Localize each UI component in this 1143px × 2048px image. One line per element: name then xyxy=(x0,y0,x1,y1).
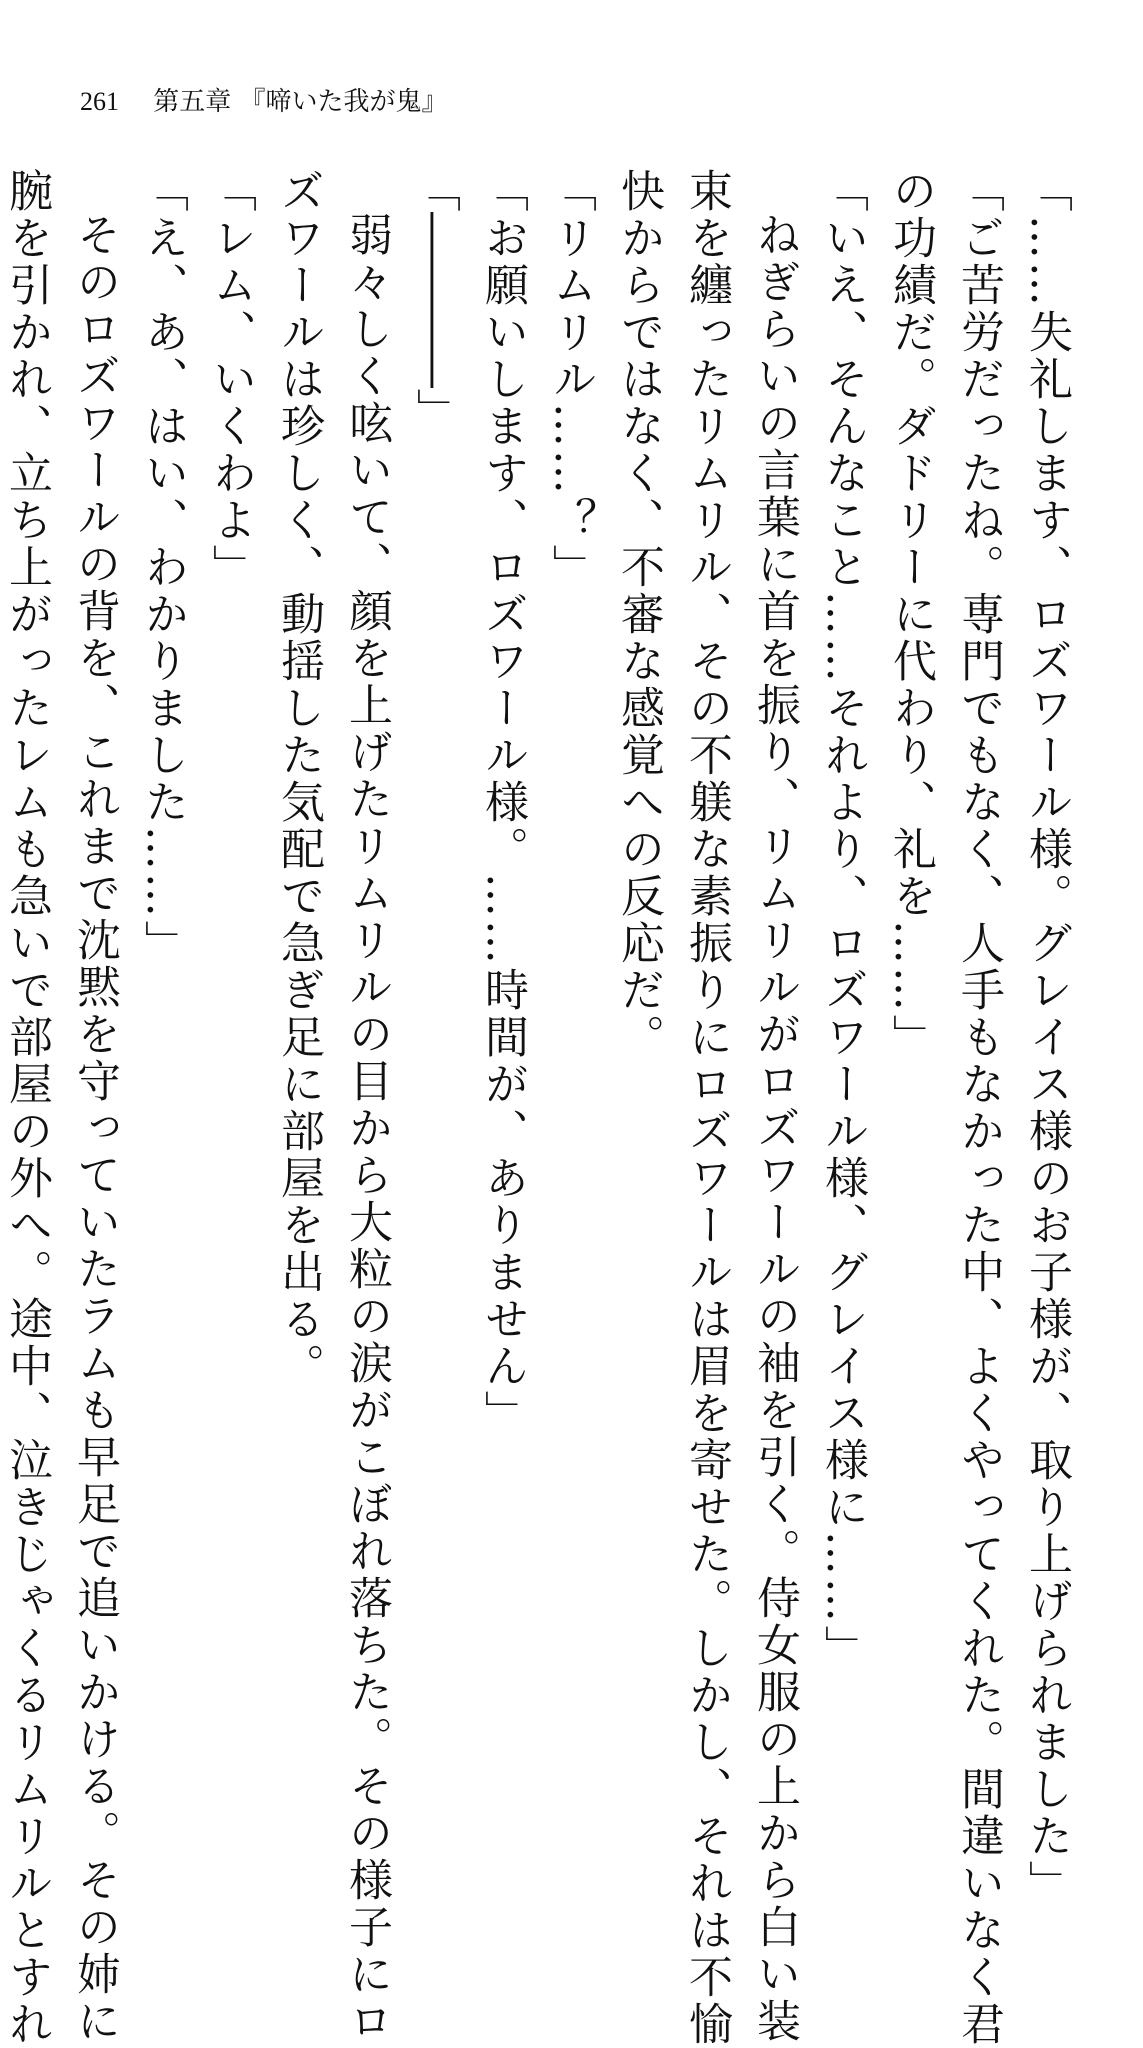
text-line: 束を纏ったリムリル、その不躾な素振りにロズワールは眉を寄せた。しかし、それは不愉 xyxy=(681,168,732,2048)
text-line: 「リムリル……？」 xyxy=(545,168,596,591)
vertical-text-body xyxy=(1,168,1080,2048)
text-line: 「――――」 xyxy=(409,168,460,432)
text-line: の功績だ。ダドリーに代わり、礼を……」 xyxy=(885,168,936,1061)
text-line: 「いえ、そんなこと……それより、ロズワール様、グレイス様に……」 xyxy=(817,168,868,1672)
text-line: 「レム、いくわよ」 xyxy=(205,168,256,591)
text-line: 「ご苦労だったね。専門でもなく、人手もなかった中、よくやってくれた。間違いなく君 xyxy=(953,168,1004,2048)
text-line: ズワールは珍しく、動揺した気配で急ぎ足に部屋を出る。 xyxy=(273,168,324,1390)
text-line: 腕を引かれ、立ち上がったレムも急いで部屋の外へ。途中、泣きじゃくるリムリルとすれ xyxy=(1,168,52,2048)
running-head xyxy=(80,82,448,122)
text-line: 「え、あ、はい、わかりました……」 xyxy=(137,168,188,967)
text-line: 「お願いします、ロズワール様。……時間が、ありません」 xyxy=(477,168,528,1437)
text-line: 「……失礼します、ロズワール様。グレイス様のお子様が、取り上げられました」 xyxy=(1021,168,1072,1907)
text-line: ねぎらいの言葉に首を振り、リムリルがロズワールの袖を引く。侍女服の上から白い装 xyxy=(749,212,800,2045)
page-number: 261 xyxy=(80,87,119,116)
text-line: そのロズワールの背を、これまで沈黙を守っていたラムも早足で追いかける。その姉に xyxy=(69,212,120,2045)
text-line: 快からではなく、不審な感覚への反応だ。 xyxy=(613,168,664,1061)
chapter-title: 第五章 『啼いた我が鬼』 xyxy=(153,87,448,117)
text-line: 弱々しく呟いて、顔を上げたリムリルの目から大粒の涙がこぼれ落ちた。その様子にロ xyxy=(341,212,392,2045)
